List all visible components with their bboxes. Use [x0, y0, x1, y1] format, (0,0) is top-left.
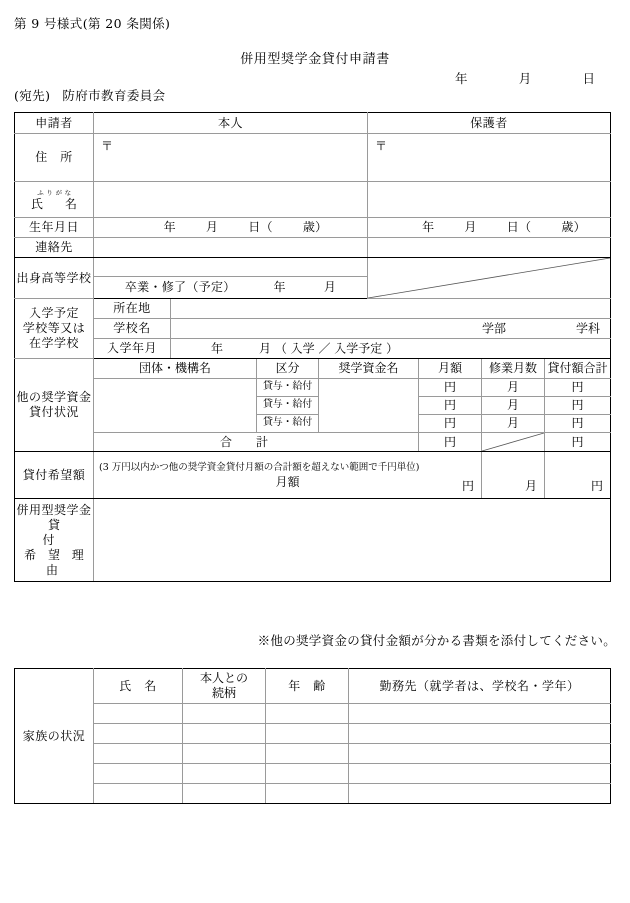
postal-code-icon: 〒 [375, 139, 388, 153]
name-guardian-cell[interactable] [368, 182, 611, 218]
family-age-cell[interactable] [266, 704, 349, 724]
scholarship-months-3[interactable]: 月 [482, 415, 545, 433]
date-line [455, 69, 595, 87]
school-label-line2: 学校等又は [22, 321, 86, 335]
table-row-scholarship-header [15, 359, 611, 379]
table-row-highschool-top [15, 258, 611, 277]
date-month-label: 月 [518, 71, 532, 86]
family-age-cell[interactable] [266, 784, 349, 804]
family-workplace-cell[interactable] [349, 724, 611, 744]
table-row-scholarship-entry [15, 379, 611, 397]
birth-paren-open: （ [519, 220, 532, 234]
header-months: 修業月数 [482, 359, 545, 379]
family-relation-cell[interactable] [183, 764, 266, 784]
desired-total-yen: 円 [591, 479, 604, 493]
school-label-line3: 在学学校 [28, 336, 79, 350]
label-school-name: 学校名 [94, 319, 171, 339]
birth-day-unit: 日 [506, 220, 520, 234]
family-status-table [14, 668, 611, 804]
school-label-line1: 入学予定 [28, 306, 79, 320]
header-family-workplace: 勤務先（就学者は、学校名・学年） [349, 669, 611, 704]
school-entrance-value[interactable] [171, 339, 611, 359]
highschool-guardian-na-cell [368, 258, 611, 299]
birth-month-unit: 月 [464, 220, 477, 234]
family-name-cell[interactable] [94, 764, 183, 784]
family-relation-cell[interactable] [183, 744, 266, 764]
highschool-graduation-cell[interactable] [94, 277, 368, 299]
school-location-value[interactable] [171, 299, 611, 319]
family-relation-cell[interactable] [183, 704, 266, 724]
label-name [15, 182, 94, 218]
label-highschool: 出身高等学校 [15, 258, 94, 299]
name-label-text: 氏 名 [30, 196, 82, 211]
scholarship-months-2[interactable]: 月 [482, 397, 545, 415]
birth-year-unit: 年 [422, 220, 435, 234]
other-scholarships-line2: 貸付状況 [28, 405, 79, 419]
address-self-cell[interactable] [94, 134, 368, 182]
label-birthdate: 生年月日 [15, 218, 94, 238]
family-workplace-cell[interactable] [349, 764, 611, 784]
address-guardian-cell[interactable] [368, 134, 611, 182]
table-row-family-entry [15, 724, 611, 744]
relation-line1: 本人との [199, 671, 248, 685]
scholarship-fund-name-cell[interactable] [319, 379, 419, 433]
scholarship-total-2[interactable]: 円 [545, 397, 611, 415]
reason-label-line1: 併用型奨学金 [16, 502, 92, 517]
header-total: 貸付額合計 [545, 359, 611, 379]
label-reason [15, 499, 141, 582]
birth-age-unit: 歳） [561, 220, 586, 234]
school-name-value[interactable] [171, 319, 611, 339]
scholarship-monthly-1[interactable]: 円 [419, 379, 482, 397]
total-amount-value[interactable]: 円 [545, 433, 611, 452]
table-row-family-entry [15, 764, 611, 784]
scholarship-organization-cell[interactable] [94, 379, 257, 433]
label-other-scholarships [15, 359, 94, 452]
header-family-name: 氏 名 [94, 669, 183, 704]
family-name-cell[interactable] [94, 784, 183, 804]
highschool-name-cell[interactable] [94, 258, 368, 277]
scholarship-category-1[interactable]: 貸与・給付 [257, 379, 319, 397]
table-row-birthdate [15, 218, 611, 238]
label-school-location: 所在地 [94, 299, 171, 319]
reason-textarea[interactable] [94, 499, 611, 582]
table-row-scholarship-total [15, 433, 611, 452]
label-school-block [15, 299, 94, 359]
desired-months-unit: 月 [525, 479, 538, 493]
relation-line2: 続柄 [211, 686, 236, 700]
header-organization: 団体・機構名 [94, 359, 257, 379]
family-workplace-cell[interactable] [349, 704, 611, 724]
family-age-cell[interactable] [266, 764, 349, 784]
table-row-school-entrance [15, 339, 611, 359]
reason-label-line2: 貸 付 [42, 517, 141, 547]
label-family-status: 家族の状況 [15, 669, 94, 804]
family-name-cell[interactable] [94, 744, 183, 764]
faculty-label: 学部 [482, 321, 507, 335]
total-label: 合 計 [94, 433, 419, 452]
desired-total-cell[interactable] [545, 452, 611, 499]
header-fund-name: 奨学資金名 [319, 359, 419, 379]
header-monthly: 月額 [419, 359, 482, 379]
table-row-reason [15, 499, 611, 582]
diagonal-strike-icon [482, 433, 544, 451]
family-workplace-cell[interactable] [349, 784, 611, 804]
table-row-family-entry [15, 784, 611, 804]
diagonal-strike-icon [368, 258, 610, 298]
graduation-label: 卒業・修了（予定） [124, 280, 236, 294]
scholarship-months-1[interactable]: 月 [482, 379, 545, 397]
family-relation-cell[interactable] [183, 724, 266, 744]
header-guardian: 保護者 [368, 113, 611, 134]
family-name-cell[interactable] [94, 724, 183, 744]
furigana-label: ふりがな [37, 189, 74, 198]
table-row-school-name [15, 319, 611, 339]
entrance-date-options: 年 月 （ 入学 ／ 入学予定 ） [211, 341, 399, 355]
reason-label-line3: 希 望 理 由 [24, 547, 88, 577]
family-relation-cell[interactable] [183, 784, 266, 804]
addressee-name: 防府市教育委員会 [62, 88, 166, 103]
scholarship-total-1[interactable]: 円 [545, 379, 611, 397]
table-row-family-header [15, 669, 611, 704]
scholarship-monthly-3[interactable]: 円 [419, 415, 482, 433]
table-row-header [15, 113, 611, 134]
total-months-na-cell [482, 433, 545, 452]
birthdate-self-cell[interactable] [94, 218, 368, 238]
table-row-name [15, 182, 611, 218]
department-label: 学科 [576, 321, 601, 335]
addressee-label: (宛先) [14, 88, 51, 103]
header-self: 本人 [94, 113, 368, 134]
label-school-entrance: 入学年月 [94, 339, 171, 359]
name-self-cell[interactable] [94, 182, 368, 218]
other-scholarships-line1: 他の奨学資金 [16, 390, 92, 404]
table-row-desired-amount [15, 452, 611, 499]
label-desired-amount: 貸付希望額 [15, 452, 94, 499]
table-row-contact [15, 238, 611, 258]
header-family-age: 年 齢 [266, 669, 349, 704]
page-title: 併用型奨学金貸付申請書 [240, 52, 390, 67]
family-age-cell[interactable] [266, 724, 349, 744]
birthdate-guardian-cell[interactable] [368, 218, 611, 238]
form-number: 第 9 号様式(第 20 条関係) [14, 16, 171, 31]
table-row-family-entry [15, 744, 611, 764]
birth-age-unit: 歳） [302, 220, 328, 234]
label-address: 住 所 [15, 134, 94, 182]
scholarship-category-2[interactable]: 貸与・給付 [257, 397, 319, 415]
contact-guardian-cell[interactable] [368, 238, 611, 258]
date-day-label: 日 [582, 71, 595, 86]
label-contact: 連絡先 [15, 238, 94, 258]
birth-month-unit: 月 [205, 220, 219, 234]
header-category: 区分 [257, 359, 319, 379]
postal-code-icon: 〒 [101, 139, 114, 153]
desired-amount-note: (3 万円以内かつ他の奨学資金貸付月額の合計額を超えない範囲で千円単位) [99, 461, 420, 473]
desired-monthly-yen: 円 [462, 479, 475, 493]
family-workplace-cell[interactable] [349, 744, 611, 764]
desired-amount-cell[interactable] [94, 452, 482, 499]
birth-year-unit: 年 [163, 220, 176, 234]
addressee [14, 86, 166, 104]
family-age-cell[interactable] [266, 744, 349, 764]
contact-self-cell[interactable] [94, 238, 368, 258]
date-year-label: 年 [455, 71, 468, 86]
header-applicant: 申請者 [15, 113, 94, 134]
table-row-school-location [15, 299, 611, 319]
graduation-year-unit: 年 [273, 280, 286, 294]
table-row-family-entry [15, 704, 611, 724]
total-monthly-value[interactable]: 円 [419, 433, 482, 452]
desired-monthly-label: 月額 [275, 475, 300, 490]
scholarship-category-3[interactable]: 貸与・給付 [257, 415, 319, 433]
scholarship-monthly-2[interactable]: 円 [419, 397, 482, 415]
header-family-relation [183, 669, 266, 704]
graduation-month-unit: 月 [323, 280, 337, 294]
birth-paren-open: （ [260, 220, 273, 234]
family-name-cell[interactable] [94, 704, 183, 724]
desired-months-cell[interactable] [482, 452, 545, 499]
attachment-note: ※他の奨学資金の貸付金額が分かる書類を添付してください。 [257, 633, 616, 648]
table-row-address [15, 134, 611, 182]
birth-day-unit: 日 [248, 220, 261, 234]
applicant-main-table [14, 112, 611, 582]
scholarship-total-3[interactable]: 円 [545, 415, 611, 433]
